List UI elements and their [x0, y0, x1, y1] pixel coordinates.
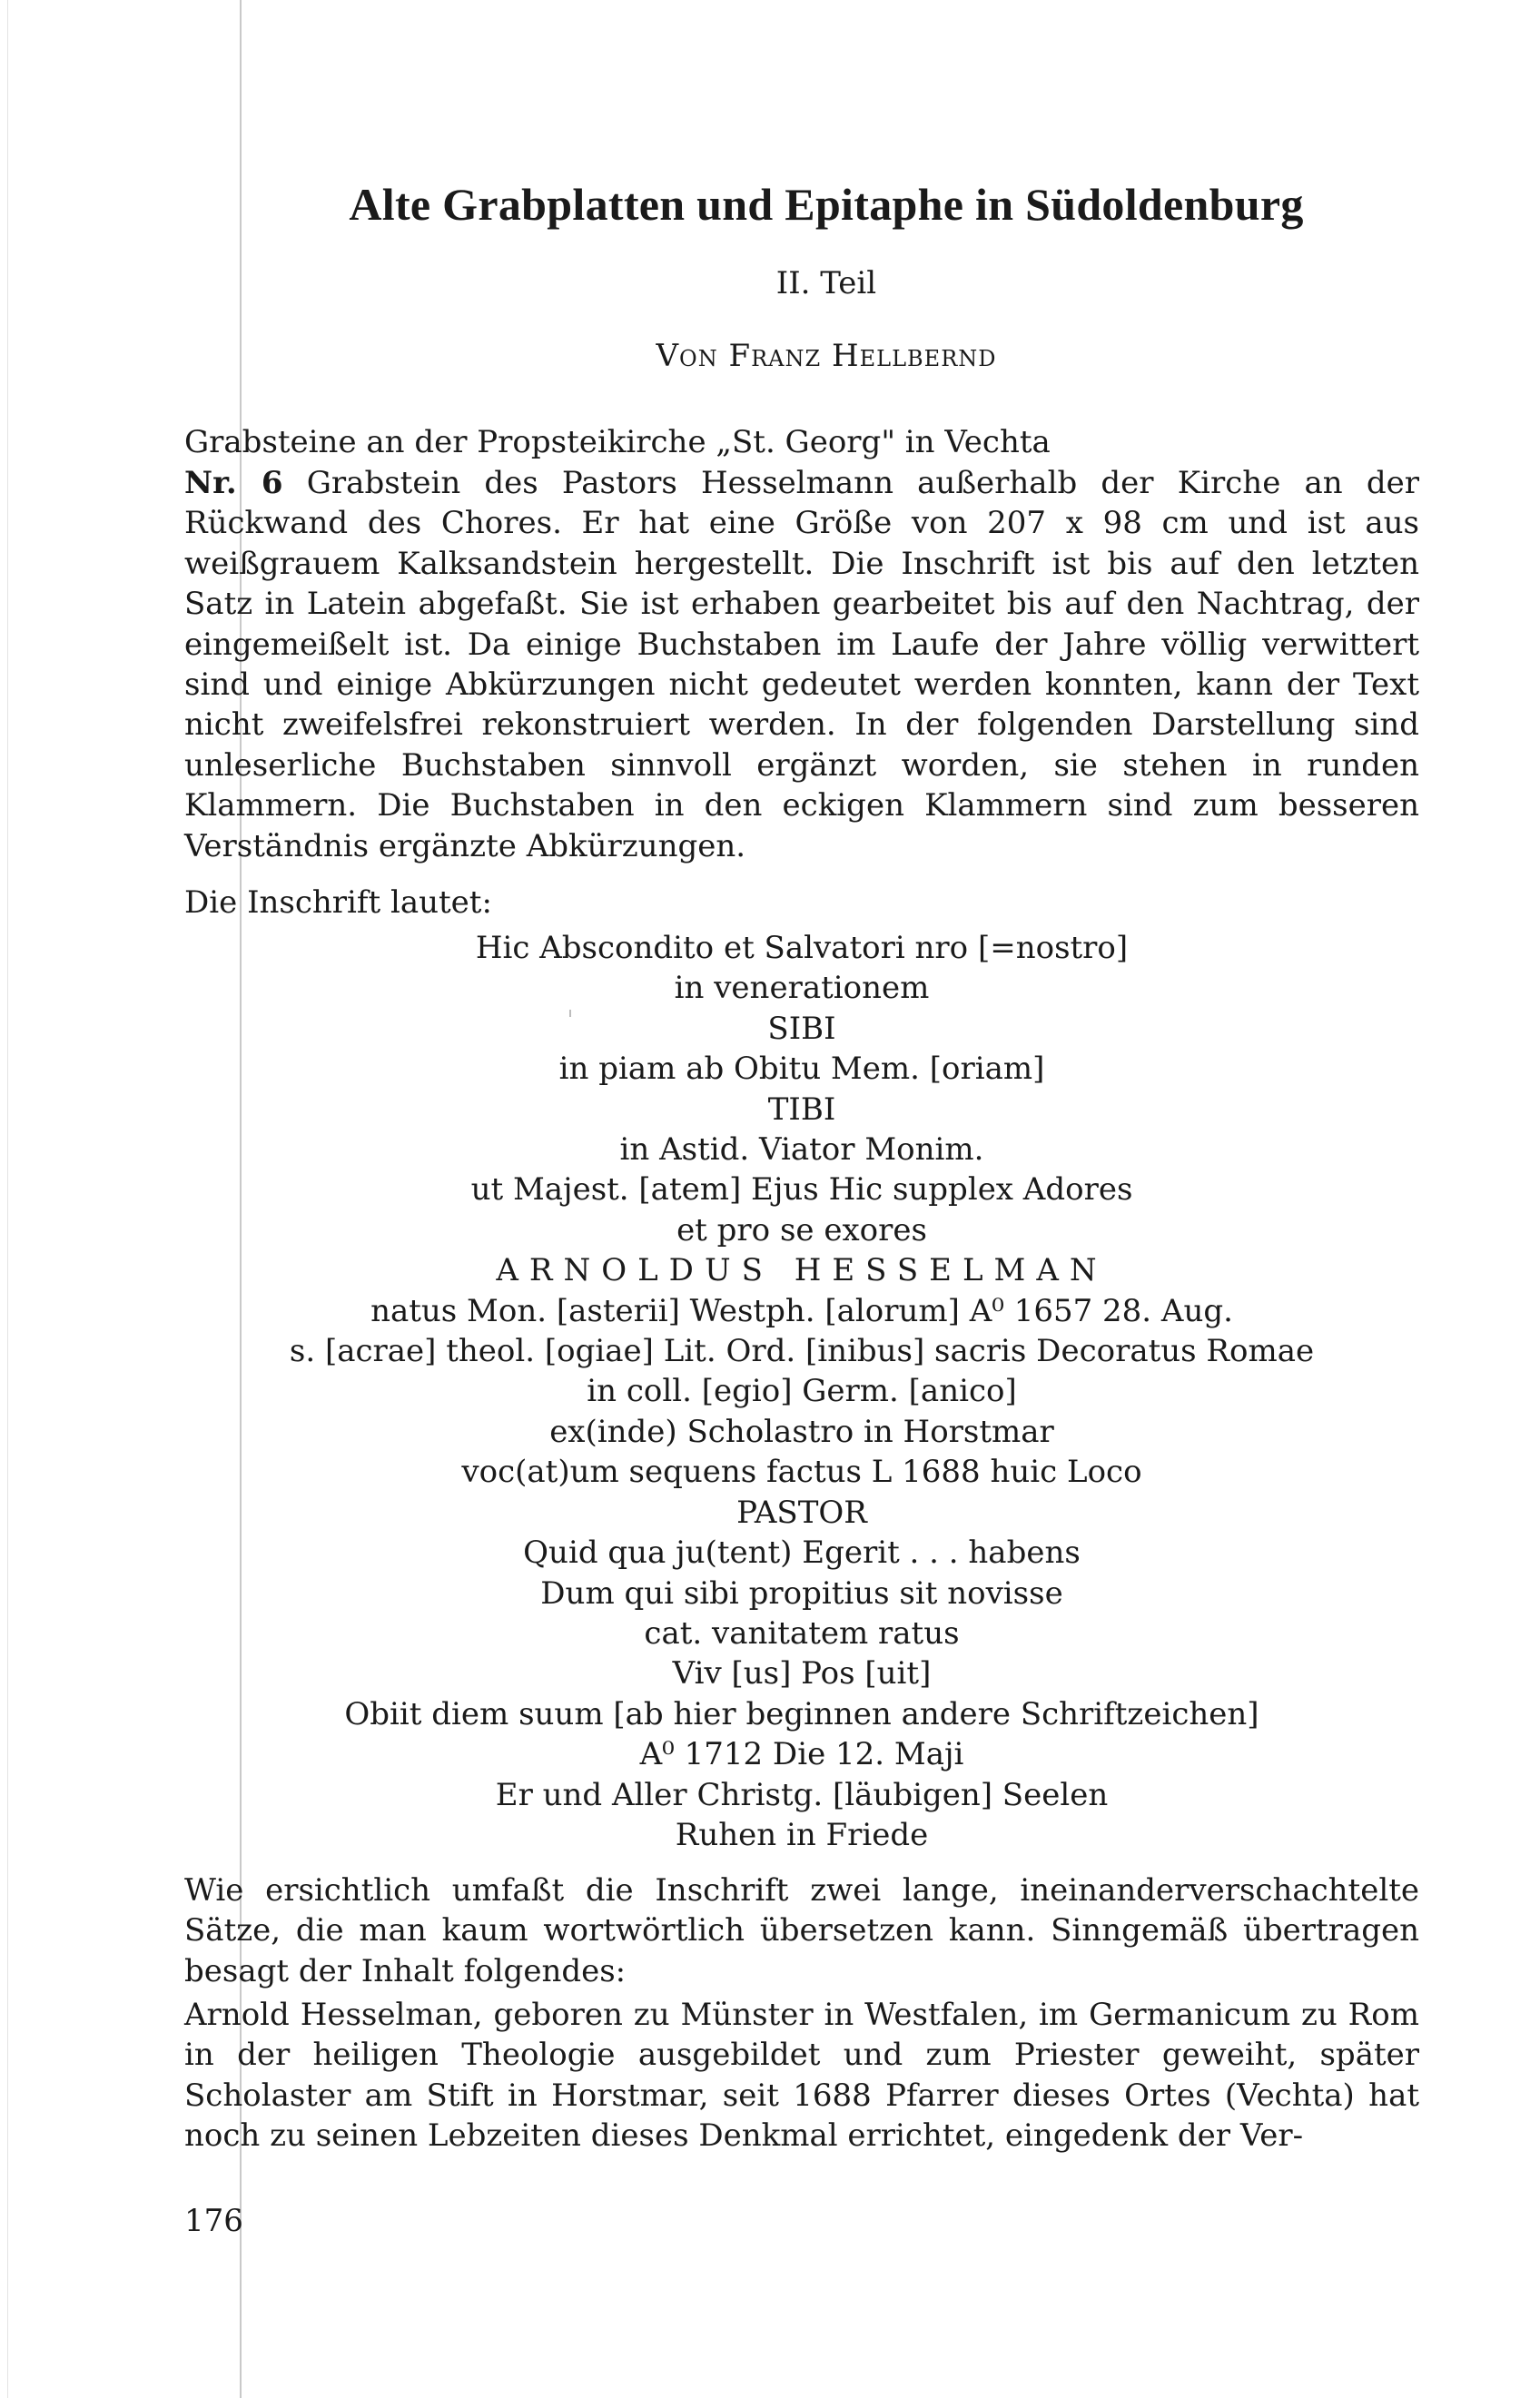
inscription-line: TIBI: [767, 1090, 836, 1128]
inscription-line: s. [acrae] theol. [ogiae] Lit. Ord. [inibus] sacris Decoratus Romae: [289, 1333, 1315, 1370]
inscription-block: [184, 928, 1419, 1855]
paragraph-nr6-text: Grabstein des Pastors Hesselmann außerhalb der Kirche an der Rückwand des Chores. Er hat eine Größe von 207 x 98 cm und ist aus weißgrauem Kalksandstein hergestellt. Die Inschrift ist bis auf den letzten Satz in Latein abgefaßt. Sie ist erhaben gearbeitet bis auf den Nachtrag, der eingemeißelt ist. Da einige Buchstaben im Laufe der Jahre völlig verwittert sind und einige Abkürzungen nicht gedeutet werden konnten, kann der Text nicht zweifelsfrei rekonstruiert werden. In der folgenden Darstellung sind unleserliche Buchstaben sinnvoll ergänzt worden, sie stehen in runden Klammern. Die Buchstaben in den eckigen Klammern sind zum besseren Verständnis ergänzte Abkürzungen.: [184, 465, 1419, 864]
paragraph-translation: Arnold Hesselman, geboren zu Münster in Westfalen, im Germanicum zu Rom in der heiligen Theologie ausgebildet und zum Priester geweiht, später Scholaster am Stift in Horstmar, seit 1688 Pfarrer dieses Ortes (Vechta) hat noch zu seinen Lebzeiten dieses Denkmal errichtet, eingedenk der Ver-: [184, 1997, 1419, 2155]
page-number: 176: [184, 2203, 243, 2239]
inscription-line: in Astid. Viator Monim.: [619, 1131, 984, 1169]
inscription-name-line: ARNOLDUS HESSELMAN: [496, 1252, 1108, 1289]
inscription-line: Er und Aller Christg. [läubigen] Seelen: [495, 1776, 1109, 1813]
inscription-line: ex(inde) Scholastro in Horstmar: [549, 1413, 1054, 1450]
inscription-intro: Die Inschrift lautet:: [184, 884, 492, 921]
inscription-line: et pro se exores: [676, 1211, 927, 1248]
inscription-line: Dum qui sibi propitius sit novisse: [540, 1574, 1063, 1612]
inscription-line: A⁰ 1712 Die 12. Maji: [639, 1736, 964, 1773]
inscription-line: Viv [us] Pos [uit]: [672, 1655, 932, 1692]
inscription-line: natus Mon. [asterii] Westph. [alorum] A⁰ 1657 28. Aug.: [370, 1292, 1233, 1329]
inscription-line: voc(at)um sequens factus L 1688 huic Loco: [461, 1454, 1142, 1491]
inscription-line: in piam ab Obitu Mem. [oriam]: [558, 1051, 1045, 1088]
inscription-line: PASTOR: [736, 1494, 867, 1531]
section-heading: Grabsteine an der Propsteikirche „St. Georg" in Vechta: [184, 424, 1051, 460]
paragraph-interpretation: Wie ersichtlich umfaßt die Inschrift zwei lange, ineinanderverschachtelte Sätze, die man kaum wortwörtlich übersetzen kann. Sinngemäß übertragen besagt der Inhalt folgendes:: [184, 1872, 1419, 1989]
inscription-line: Quid qua ju(tent) Egerit . . . habens: [523, 1535, 1081, 1572]
article-author: Von Franz Hellbernd: [656, 338, 997, 374]
paragraph-nr6: [184, 463, 1419, 866]
inscription-line: in venerationem: [674, 970, 930, 1007]
inscription-line: ut Majest. [atem] Ejus Hic supplex Adores: [470, 1171, 1133, 1209]
inscription-line: Ruhen in Friede: [675, 1816, 929, 1853]
article-subtitle: II. Teil: [775, 265, 877, 301]
article-title: Alte Grabplatten und Epitaphe in Südoldenburg: [349, 179, 1304, 230]
inscription-line: Hic Abscondito et Salvatori nro [=nostro]: [475, 930, 1129, 966]
inscription-line: in coll. [egio] Germ. [anico]: [587, 1373, 1017, 1410]
entry-number-label: Nr. 6: [184, 465, 283, 501]
inscription-line: SIBI: [767, 1010, 836, 1047]
inscription-line: Obiit diem suum [ab hier beginnen andere Schriftzeichen]: [344, 1695, 1259, 1732]
scan-edge-line: [7, 0, 8, 2398]
inscription-line: cat. vanitatem ratus: [644, 1614, 960, 1652]
